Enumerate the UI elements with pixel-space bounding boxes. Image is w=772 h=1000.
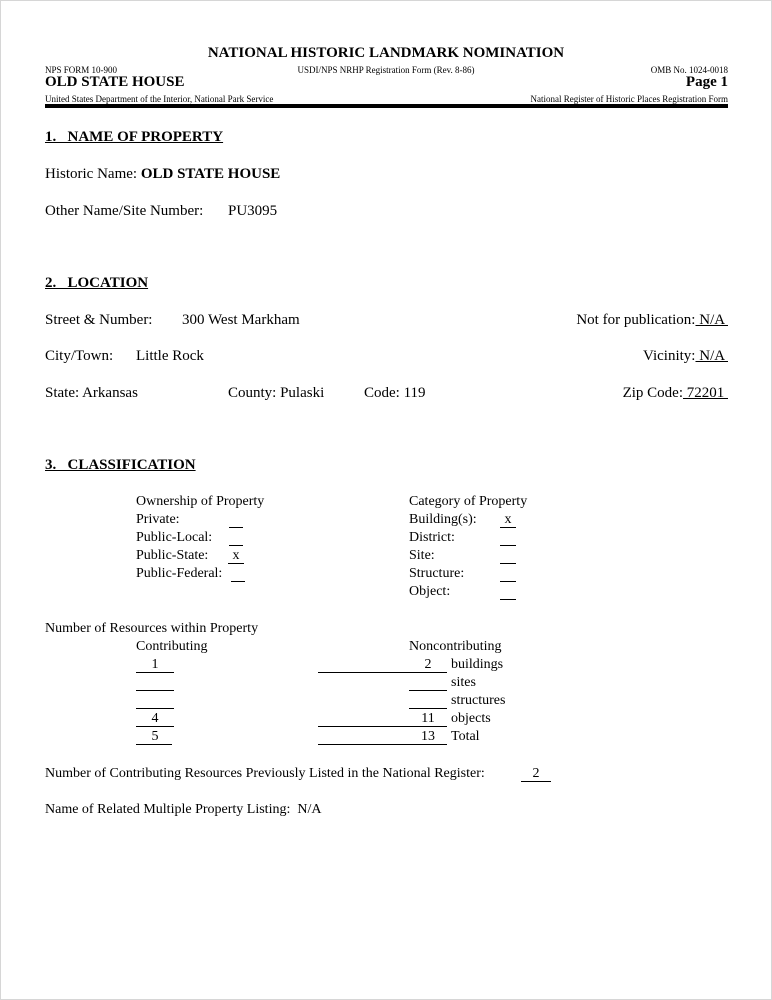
category-heading: Category of Property xyxy=(409,494,528,509)
header-rule xyxy=(45,104,728,108)
resources-heading: Number of Resources within Property xyxy=(45,621,259,636)
category-district-label: District: xyxy=(409,530,455,545)
resource-type-buildings: buildings xyxy=(451,657,504,672)
form-number: NPS FORM 10-900 xyxy=(45,65,118,75)
historic-name-label: Historic Name: xyxy=(45,166,141,182)
vicinity-label: Vicinity: xyxy=(643,348,696,364)
resource-type-structures: structures xyxy=(451,693,506,708)
department-label: United States Department of the Interior, National Park Service xyxy=(45,94,274,104)
section-3-heading: 3. CLASSIFICATION xyxy=(45,457,196,473)
resource-type-sites: sites xyxy=(451,675,476,690)
contributing-objects-blank xyxy=(136,726,174,727)
city-value: Little Rock xyxy=(136,348,204,364)
resource-type-objects: objects xyxy=(451,711,491,726)
noncontributing-structures-blank xyxy=(409,708,447,709)
contributing-total-blank xyxy=(136,744,172,745)
category-building-label: Building(s): xyxy=(409,512,477,527)
ownership-heading: Ownership of Property xyxy=(136,494,265,509)
not-for-publication-value: N/A xyxy=(695,312,728,328)
ownership-public-federal-label: Public-Federal: xyxy=(136,566,223,581)
category-structure-blank xyxy=(500,581,516,582)
ownership-private-label: Private: xyxy=(136,512,180,527)
ownership-public-state-label: Public-State: xyxy=(136,548,209,563)
section-1-heading: 1. NAME OF PROPERTY xyxy=(45,129,224,145)
previously-listed-value: 2 xyxy=(532,766,540,781)
zip-code-label: Zip Code: xyxy=(622,385,683,401)
vicinity-value: N/A xyxy=(695,348,728,364)
resource-type-total: Total xyxy=(451,729,480,744)
noncontributing-buildings-value: 2 xyxy=(424,657,432,672)
noncontributing-total-blank xyxy=(409,744,447,745)
zip-code-value: 72201 xyxy=(683,385,728,401)
property-name-header: OLD STATE HOUSE xyxy=(45,74,185,90)
contributing-buildings-value: 1 xyxy=(151,657,159,672)
ownership-public-local-blank xyxy=(229,545,243,546)
category-site-label: Site: xyxy=(409,548,435,563)
ownership-public-local-label: Public-Local: xyxy=(136,530,213,545)
contributing-objects-value: 4 xyxy=(151,711,159,726)
category-object-blank xyxy=(500,599,516,600)
ownership-public-state-blank xyxy=(228,563,244,564)
noncontributing-total-value: 13 xyxy=(421,729,435,744)
category-structure-label: Structure: xyxy=(409,566,465,581)
not-for-publication xyxy=(576,312,728,329)
page-number: Page 1 xyxy=(685,74,728,90)
noncontributing-objects-long-blank xyxy=(318,726,409,727)
category-object-label: Object: xyxy=(409,584,451,599)
noncontributing-objects-blank xyxy=(409,726,447,727)
previously-listed-blank xyxy=(521,781,551,782)
previously-listed-label: Number of Contributing Resources Previously Listed in the National Register: xyxy=(45,766,485,781)
not-for-publication-label: Not for publication: xyxy=(576,312,696,328)
state-field: State: Arkansas xyxy=(45,385,138,401)
noncontributing-objects-value: 11 xyxy=(421,711,435,726)
contributing-total-value: 5 xyxy=(151,729,159,744)
ownership-public-federal-blank xyxy=(231,581,245,582)
noncontributing-total-long-blank xyxy=(318,744,409,745)
code-field: Code: 119 xyxy=(364,385,426,401)
related-listing: Name of Related Multiple Property Listing: N/A xyxy=(45,802,322,817)
category-site-blank xyxy=(500,563,516,564)
other-name-label: Other Name/Site Number: xyxy=(45,203,204,219)
noncontributing-heading: Noncontributing xyxy=(409,639,502,654)
contributing-sites-blank xyxy=(136,690,174,691)
contributing-heading: Contributing xyxy=(136,639,208,654)
noncontributing-buildings-blank xyxy=(409,672,447,673)
category-building-mark: x xyxy=(504,512,512,527)
zip-code xyxy=(623,385,728,402)
historic-name-row xyxy=(45,166,280,183)
city-label: City/Town: xyxy=(45,348,114,364)
noncontributing-sites-blank xyxy=(409,690,447,691)
street-value: 300 West Markham xyxy=(182,312,300,328)
historic-name-value: OLD STATE HOUSE xyxy=(140,166,281,182)
omb-number: OMB No. 1024-0018 xyxy=(650,65,728,75)
register-form-label: National Register of Historic Places Registration Form xyxy=(530,94,728,104)
form-title: NATIONAL HISTORIC LANDMARK NOMINATION xyxy=(207,45,565,61)
contributing-buildings-blank xyxy=(136,672,174,673)
county-field: County: Pulaski xyxy=(228,385,325,401)
contributing-structures-blank xyxy=(136,708,174,709)
category-building-blank xyxy=(500,527,516,528)
category-district-blank xyxy=(500,545,516,546)
noncontributing-buildings-long-blank xyxy=(318,672,409,673)
section-2-heading: 2. LOCATION xyxy=(45,275,149,291)
ownership-private-blank xyxy=(229,527,243,528)
street-label: Street & Number: xyxy=(45,312,153,328)
vicinity xyxy=(643,348,728,365)
other-name-value: PU3095 xyxy=(228,203,278,219)
registration-form-rev: USDI/NPS NRHP Registration Form (Rev. 8-86) xyxy=(297,65,475,75)
ownership-public-state-mark: x xyxy=(232,548,240,563)
